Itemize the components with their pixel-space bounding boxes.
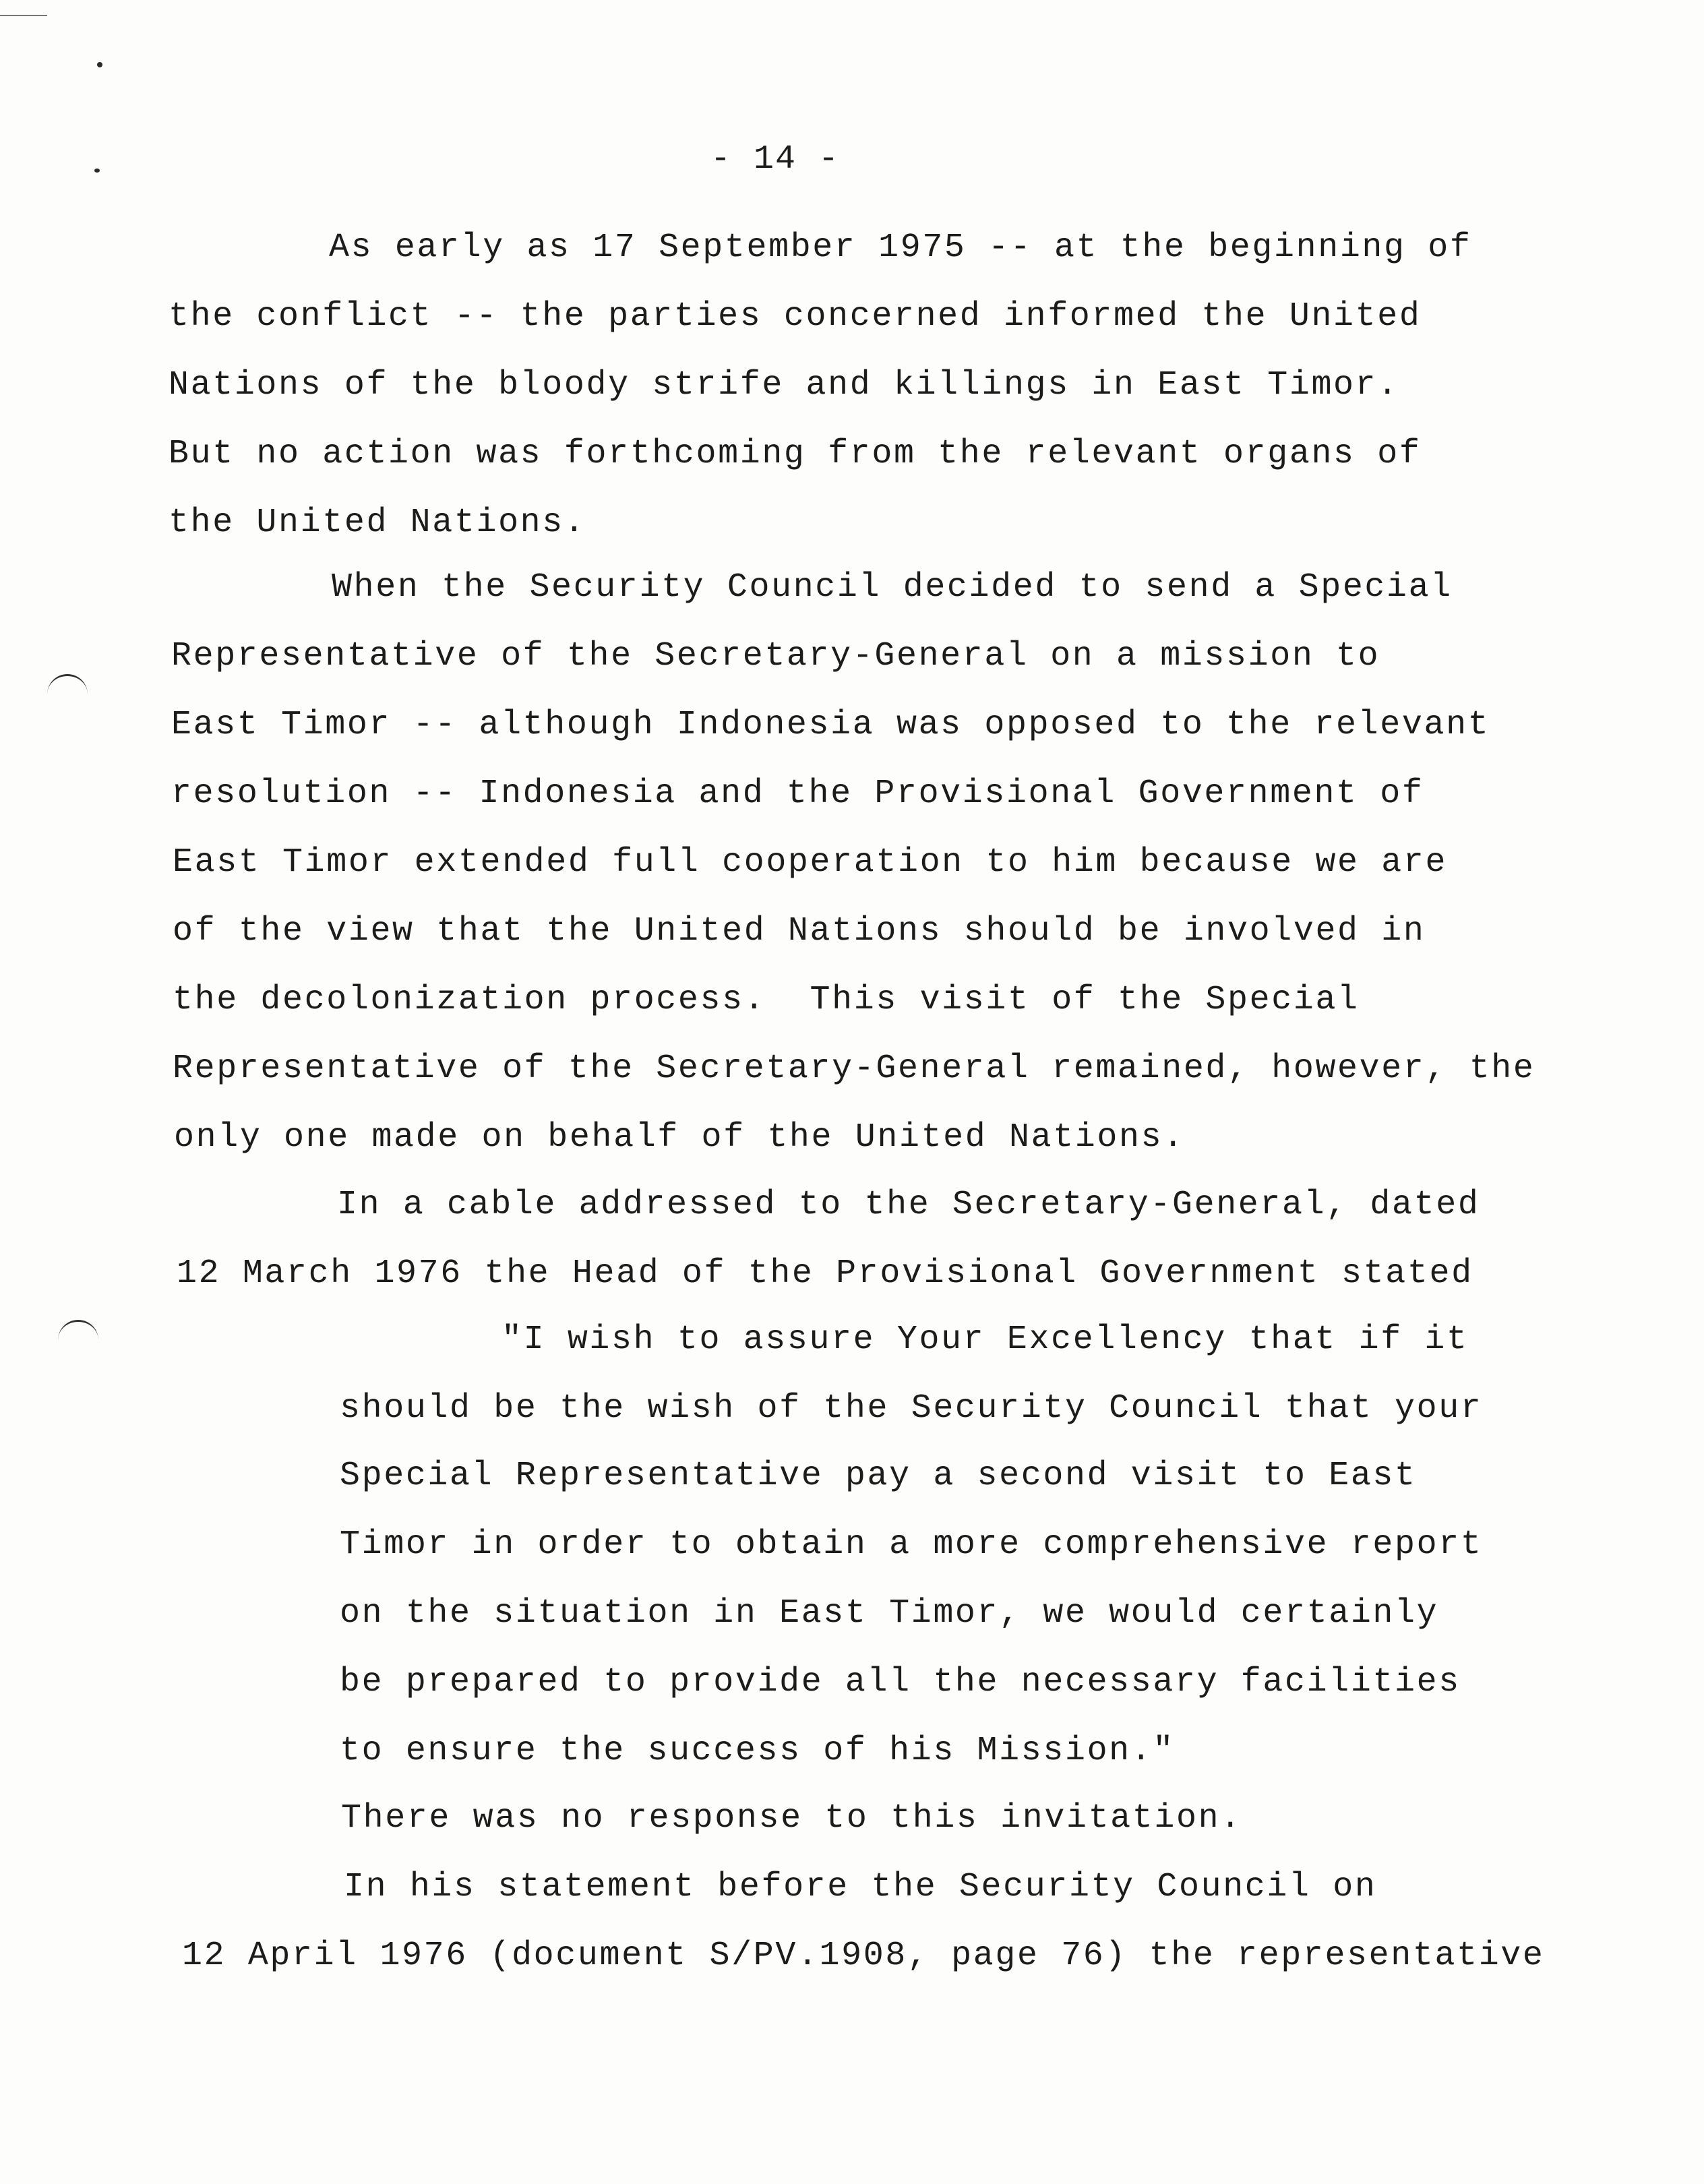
- paragraph-6-line-1: In his statement before the Security Council on: [344, 1868, 1377, 1906]
- quote-line-7: to ensure the success of his Mission.": [340, 1732, 1175, 1770]
- quote-line-5: on the situation in East Timor, we would certainly: [340, 1594, 1439, 1633]
- scan-edge-mark: [0, 15, 47, 16]
- paragraph-2-line-4: resolution -- Indonesia and the Provisional Government of: [171, 775, 1424, 813]
- no-response-line: There was no response to this invitation.: [341, 1799, 1242, 1838]
- paragraph-1-line-3: Nations of the bloody strife and killings in East Timor.: [169, 366, 1399, 404]
- paragraph-3-line-1: In a cable addressed to the Secretary-General, dated: [337, 1186, 1480, 1224]
- paragraph-3-line-2: 12 March 1976 the Head of the Provisional Government stated: [177, 1254, 1473, 1293]
- paragraph-2-line-6: of the view that the United Nations should be involved in: [173, 912, 1426, 950]
- paragraph-1-line-5: the United Nations.: [169, 504, 586, 542]
- paragraph-2-line-7: the decolonization process. This visit of the Special: [173, 981, 1360, 1019]
- paragraph-2-line-5: East Timor extended full cooperation to him because we are: [173, 843, 1448, 882]
- paragraph-2-line-1: When the Security Council decided to send a Special: [332, 568, 1453, 607]
- paragraph-1-line-1: As early as 17 September 1975 -- at the beginning of: [329, 229, 1472, 267]
- margin-arc-mark: [58, 1320, 98, 1342]
- paragraph-2-line-8: Representative of the Secretary-General remained, however, the: [173, 1050, 1535, 1088]
- page-number: - 14 -: [710, 140, 841, 179]
- paragraph-2-line-3: East Timor -- although Indonesia was opposed to the relevant: [171, 706, 1490, 744]
- quote-line-6: be prepared to provide all the necessary facilities: [340, 1663, 1461, 1701]
- quote-line-4: Timor in order to obtain a more comprehensive report: [340, 1525, 1483, 1564]
- paragraph-1-line-4: But no action was forthcoming from the relevant organs of: [169, 435, 1422, 473]
- quote-line-3: Special Representative pay a second visit to East: [340, 1457, 1417, 1495]
- paragraph-1-line-2: the conflict -- the parties concerned informed the United: [169, 297, 1422, 336]
- paragraph-6-line-2: 12 April 1976 (document S/PV.1908, page 76) the representative: [182, 1937, 1545, 1975]
- quote-line-1: "I wish to assure Your Excellency that if it: [501, 1321, 1469, 1359]
- margin-arc-mark: [47, 674, 88, 696]
- paragraph-2-line-9: only one made on behalf of the United Nations.: [174, 1118, 1185, 1157]
- punch-mark: [97, 62, 102, 67]
- paragraph-2-line-2: Representative of the Secretary-General on a mission to: [171, 637, 1380, 675]
- quote-line-2: should be the wish of the Security Council that your: [340, 1389, 1483, 1428]
